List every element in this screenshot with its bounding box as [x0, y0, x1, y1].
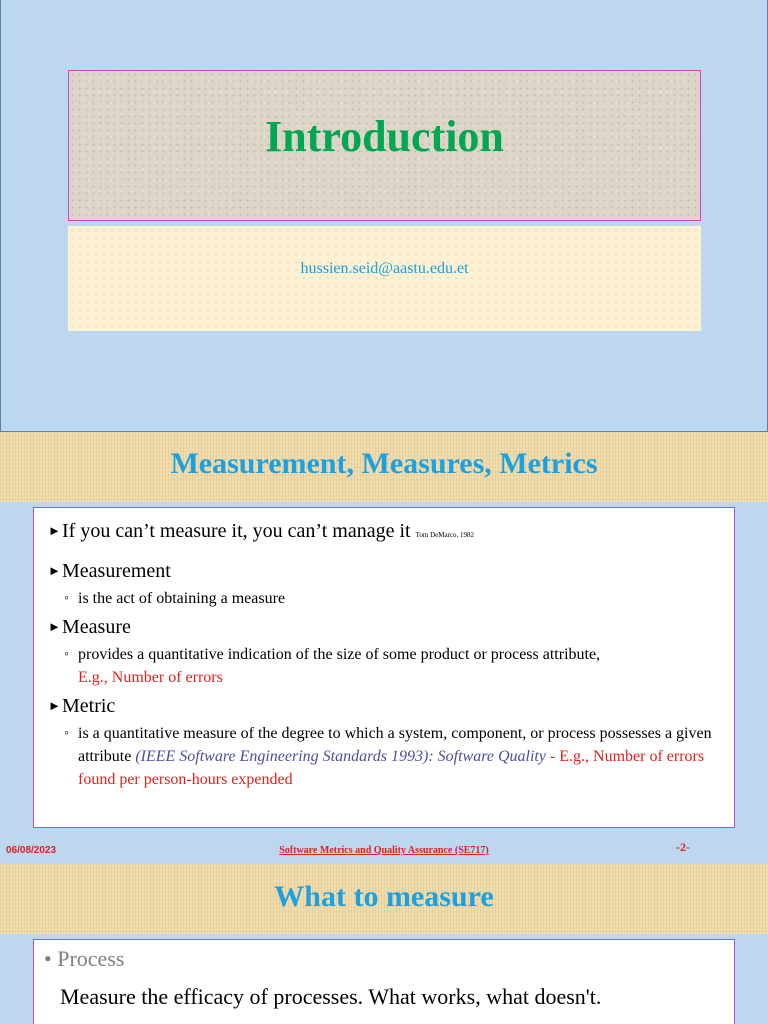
arrow-bullet-icon: ►	[48, 563, 61, 578]
quote-citation: Tom DeMarco, 1982	[415, 531, 475, 539]
subtitle-box	[68, 226, 701, 331]
sub-bullet-text: is a quantitative measure of the degree to which a system, component, or process possesses a given attribute	[78, 725, 712, 765]
bullet-heading: Measure	[62, 616, 131, 638]
sub-bullet-text: is the act of obtaining a measure	[78, 590, 286, 607]
bullet-process: • Process	[44, 946, 125, 971]
footer-date: 06/08/2023	[6, 845, 57, 856]
content-box	[33, 939, 735, 1024]
example-text: E.g., Number of errors	[78, 669, 223, 686]
slide-title: What to measure	[274, 880, 494, 913]
body-text: Measure the efficacy of processes. What works, what doesn't.	[60, 984, 602, 1009]
circle-bullet-icon: ◦	[64, 591, 69, 606]
author-email: hussien.seid@aastu.edu.et	[300, 260, 469, 277]
slide-1	[0, 0, 768, 432]
bullet-metric	[48, 693, 724, 719]
title-box	[68, 70, 701, 221]
content-box	[33, 507, 735, 828]
bullet-measure	[48, 614, 724, 640]
arrow-bullet-icon: ►	[48, 698, 61, 713]
reference-text: (IEEE Software Engineering Standards 1993): Software Quality	[135, 748, 546, 765]
circle-bullet-icon: ◦	[64, 647, 69, 662]
bullet-heading: Process	[57, 946, 125, 971]
sub-bullet-measure	[48, 643, 724, 689]
slide-header	[0, 432, 768, 502]
slide-header	[0, 864, 768, 934]
bullet-heading: Metric	[62, 695, 116, 717]
sub-bullet-text: provides a quantitative indication of the size of some product or process attribute,	[78, 646, 601, 663]
slide-title: Measurement, Measures, Metrics	[170, 447, 598, 480]
slide-title: Introduction	[265, 112, 504, 161]
sub-bullet-metric	[48, 722, 724, 791]
arrow-bullet-icon: ►	[48, 619, 61, 634]
example-text: E.g., Number of errors found per person-hours expended	[78, 748, 705, 788]
bullet-measurement	[48, 558, 724, 584]
bullet-list	[48, 514, 724, 795]
separator-text: -	[545, 748, 560, 765]
circle-bullet-icon: ◦	[64, 726, 69, 741]
slide-3	[0, 864, 768, 1024]
slide-footer	[0, 835, 768, 864]
footer-course-link[interactable]: Software Metrics and Quality Assurance (SE717)	[279, 845, 489, 856]
sub-bullet-measurement	[48, 587, 724, 610]
quote-text: If you can’t measure it, you can’t manage it	[62, 520, 411, 542]
bullet-heading: Measurement	[62, 560, 171, 582]
page-number: -2-	[676, 840, 690, 854]
slide-2	[0, 432, 768, 864]
arrow-bullet-icon: ►	[48, 523, 61, 538]
bullet-quote	[48, 518, 724, 548]
